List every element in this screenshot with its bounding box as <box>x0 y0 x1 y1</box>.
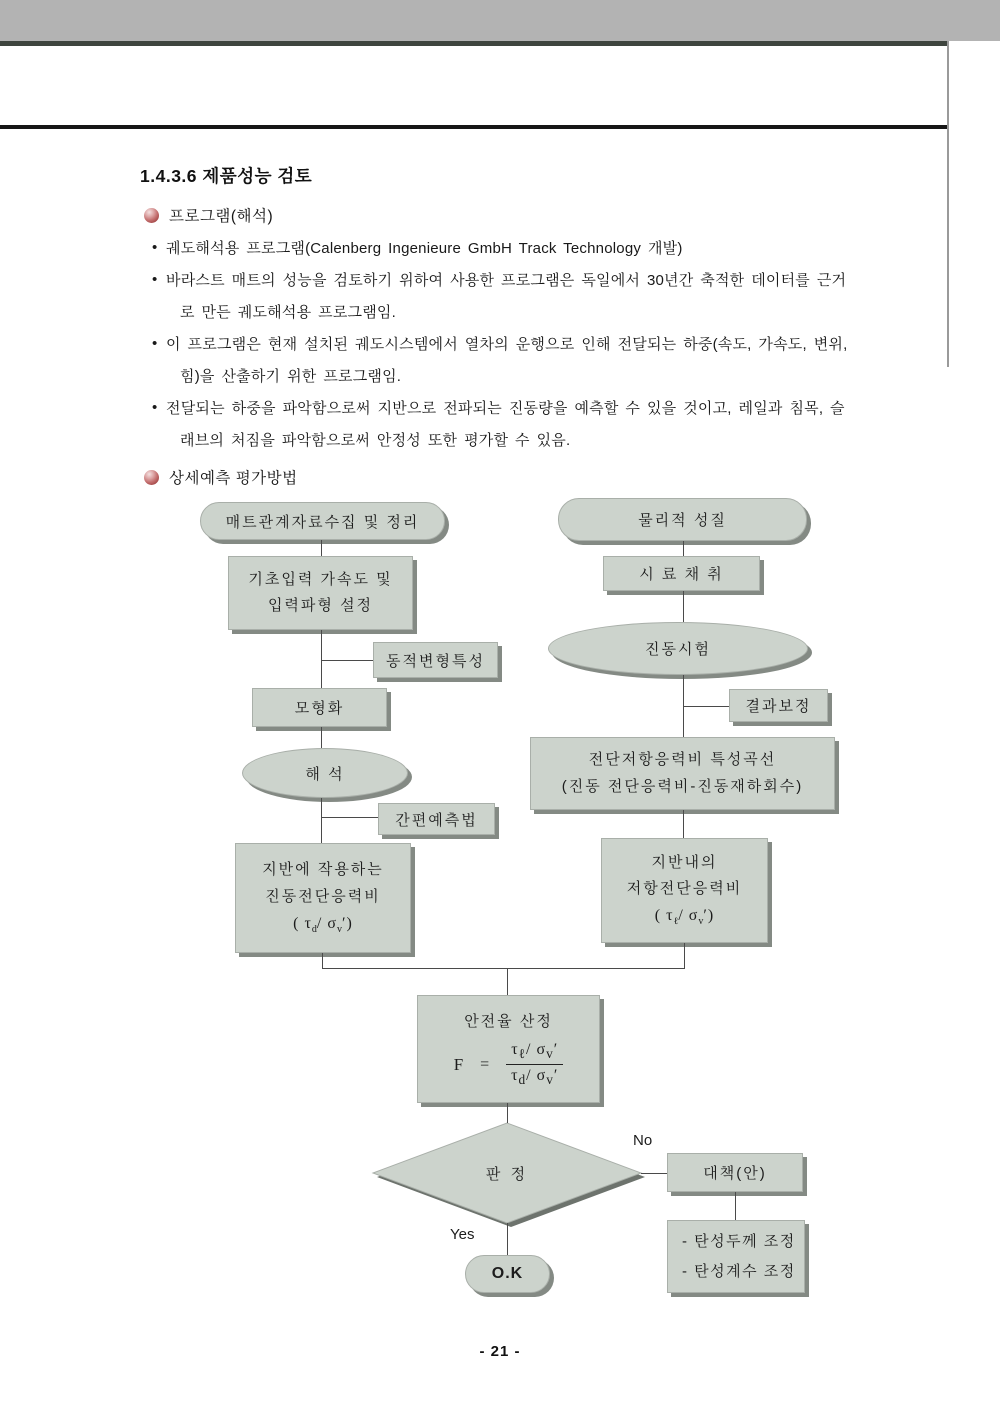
formula-part: ( τ <box>293 914 312 932</box>
node-line: 지반에 작용하는 <box>262 861 384 879</box>
formula-part: / σ <box>526 1041 547 1058</box>
formula-sub: v <box>698 916 704 928</box>
flow-node-ground-resist-ratio <box>601 838 768 943</box>
flow-node-dynamic-deform: 동적변형특성 <box>373 642 498 678</box>
node-line: - 탄성두께 조정 <box>682 1233 796 1251</box>
formula-sub: v <box>546 1046 554 1062</box>
formula-part: τ <box>511 1067 519 1085</box>
bullet-line-cont: 로 만든 궤도해석용 프로그램임. <box>180 303 396 321</box>
node-line: 지반내의 <box>651 853 718 871</box>
formula-sub: ℓ <box>518 1046 527 1062</box>
node-line: 입력파형 설정 <box>267 597 374 614</box>
formula-sub: v <box>546 1072 554 1088</box>
flow-node-base-input <box>228 556 413 630</box>
branch-label-yes: Yes <box>450 1226 475 1243</box>
bullet-line <box>152 327 847 359</box>
bullet-marker: • <box>152 398 158 416</box>
node-line: 진동전단응력비 <box>265 887 381 905</box>
page-number: - 21 - <box>479 1343 521 1360</box>
connector-line <box>507 1103 508 1123</box>
flow-node-shear-curve <box>530 737 835 810</box>
connector-line <box>321 660 373 661</box>
formula-part: / σ <box>526 1067 547 1085</box>
connector-line <box>683 541 684 556</box>
connector-line <box>507 1223 508 1255</box>
red-sphere-bullet-icon <box>144 470 159 485</box>
formula-lhs: F <box>453 1054 465 1074</box>
bullet-line <box>152 263 846 295</box>
fraction-denominator <box>511 1065 558 1088</box>
connector-line <box>735 1192 736 1220</box>
bullet-marker: • <box>152 334 158 352</box>
scan-top-band <box>0 0 1000 41</box>
flow-node-sampling: 시 료 채 취 <box>603 556 760 591</box>
page-title: 1.4.3.6 제품성능 검토 <box>140 166 313 186</box>
bullet-line-cont: 힘)을 산출하기 위한 프로그램임. <box>180 367 402 385</box>
formula-part: / σ <box>316 914 337 932</box>
formula-part: ′) <box>342 914 353 932</box>
connector-line <box>683 810 684 838</box>
connector-line <box>321 798 322 843</box>
node-line: 안전율 산정 <box>464 1013 553 1030</box>
flow-node-result-correct: 결과보정 <box>729 689 828 722</box>
formula-part: ′ <box>553 1041 559 1058</box>
flow-node-vibration-test: 진동시험 <box>548 622 808 675</box>
section-heading-method <box>144 466 298 488</box>
formula-sub: v <box>337 924 342 936</box>
section-heading-program <box>144 204 273 226</box>
header-rule-dark <box>0 41 948 46</box>
bullet-text: 궤도해석용 프로그램(Calenberg Ingenieure GmbH Track Technology 개발) <box>166 239 683 257</box>
formula-tau-d <box>293 910 353 939</box>
flow-node-countermeasure: 대책(안) <box>667 1153 803 1192</box>
connector-line <box>322 953 323 968</box>
section-heading-label: 상세예측 평가방법 <box>169 470 298 487</box>
bullet-line <box>152 231 683 263</box>
flow-node-measures <box>667 1220 805 1293</box>
flow-node-ok: O.K <box>465 1255 550 1293</box>
flow-node-analysis: 해 석 <box>242 748 408 798</box>
node-line: 저항전단응력비 <box>626 880 743 898</box>
header-rule-black <box>0 125 948 129</box>
connector-line <box>641 1173 667 1174</box>
bullet-line-cont: 래브의 처짐을 파악함으로써 안정성 또한 평가할 수 있음. <box>180 431 571 449</box>
node-line: 전단저항응력비 특성곡선 <box>588 751 777 769</box>
branch-label-no: No <box>633 1132 653 1149</box>
formula-fraction <box>506 1041 563 1088</box>
flow-node-judgment: 판 정 <box>485 1165 529 1183</box>
bullet-line <box>152 391 845 423</box>
node-line: 기초입력 가속도 및 <box>248 570 393 588</box>
section-heading-label: 프로그램(해석) <box>169 208 274 225</box>
formula-part: ( τ <box>654 907 674 925</box>
formula-part: ′ <box>553 1067 559 1085</box>
connector-line <box>322 968 685 969</box>
connector-line <box>683 591 684 622</box>
connector-line <box>321 540 322 556</box>
red-sphere-bullet-icon <box>144 208 159 223</box>
formula-part: / σ <box>678 907 699 925</box>
safety-formula <box>454 1041 564 1088</box>
formula-sub: ℓ <box>673 916 679 928</box>
formula-part: τ <box>511 1041 519 1058</box>
connector-line <box>321 817 378 818</box>
flow-node-modeling: 모형화 <box>252 688 387 727</box>
bullet-text: 이 프로그램은 현재 설치된 궤도시스템에서 열차의 운행으로 인해 전달되는 하중(속도, 가속도, 변위, <box>166 335 848 353</box>
vertical-rule <box>947 41 949 367</box>
formula-sub: d <box>518 1072 527 1088</box>
node-line: - 탄성계수 조정 <box>682 1262 796 1280</box>
connector-line <box>507 968 508 995</box>
formula-equals: = <box>480 1055 491 1073</box>
formula-sub: d <box>311 924 317 936</box>
bullet-marker: • <box>152 238 158 256</box>
connector-line <box>321 630 322 688</box>
bullet-text: 전달되는 하중을 파악함으로써 지반으로 전파되는 진동량을 예측할 수 있을 것이고, 레일과 침목, 슬 <box>166 399 845 417</box>
node-line: (진동 전단응력비-진동재하회수) <box>561 777 804 795</box>
fraction-numerator <box>506 1041 563 1065</box>
flow-node-safety-factor <box>417 995 600 1103</box>
flow-node-ground-acting-ratio <box>235 843 411 953</box>
connector-line <box>321 727 322 748</box>
bullet-text: 바라스트 매트의 성능을 검토하기 위하여 사용한 프로그램은 독일에서 30년간 축적한 데이터를 근거 <box>166 271 847 289</box>
connector-line <box>684 943 685 968</box>
bullet-marker: • <box>152 270 158 288</box>
flow-node-mat-data-collect: 매트관계자료수집 및 정리 <box>200 502 445 540</box>
formula-part: ′) <box>703 907 715 925</box>
connector-line <box>683 706 729 707</box>
flow-node-simple-predict: 간편예측법 <box>378 803 495 835</box>
formula-tau-l <box>655 902 714 931</box>
flow-node-physical-prop: 물리적 성질 <box>558 498 807 541</box>
